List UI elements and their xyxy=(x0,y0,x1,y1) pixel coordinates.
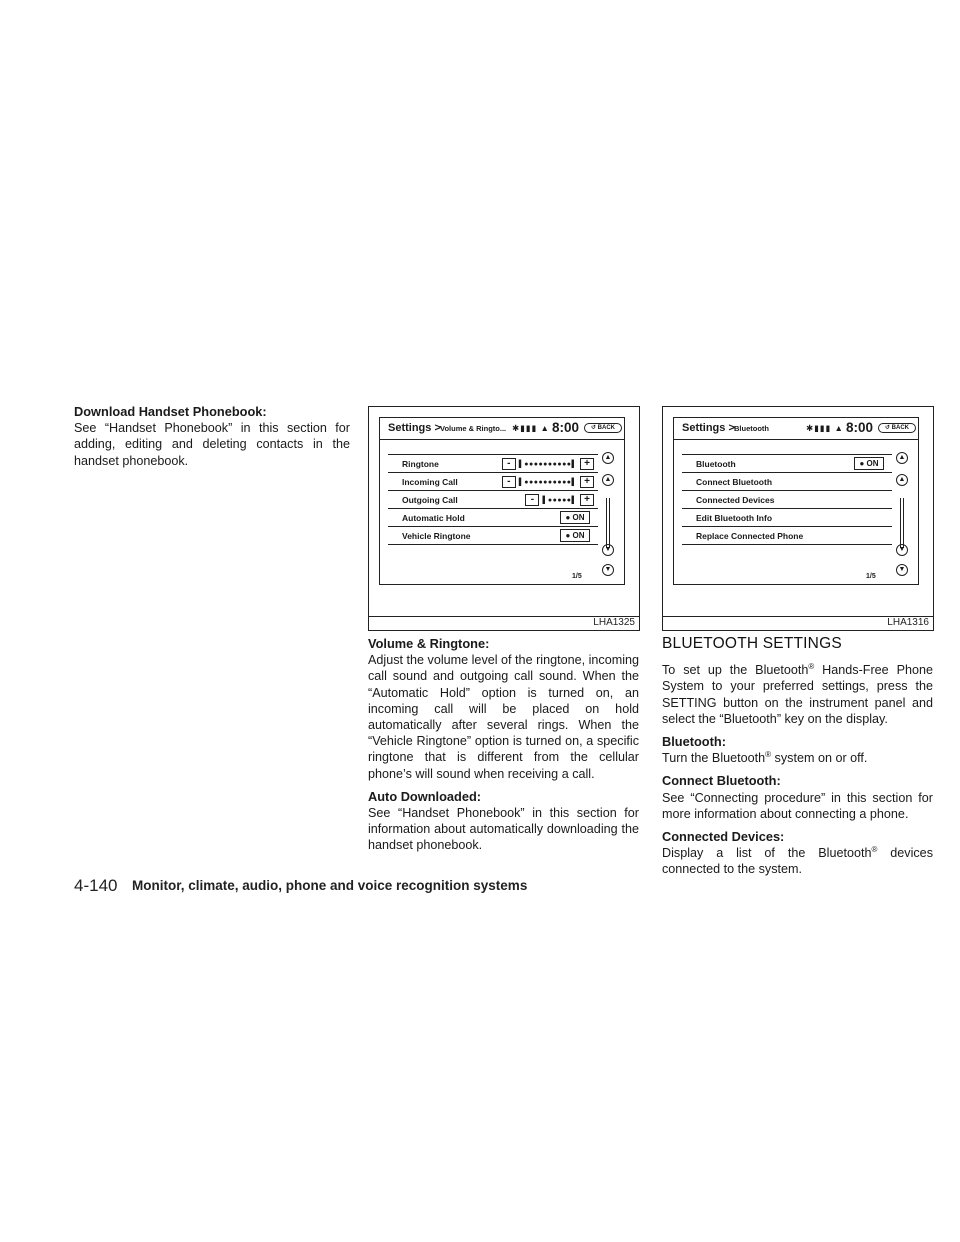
page-indicator: 1/5 xyxy=(866,573,876,580)
bluetooth-intro-text xyxy=(662,662,933,727)
list-item[interactable] xyxy=(682,473,892,491)
text-part: Display a list of the Bluetooth xyxy=(662,846,872,861)
registered-mark: ® xyxy=(765,750,772,760)
list-item[interactable] xyxy=(682,455,892,473)
page-indicator: 1/5 xyxy=(572,573,582,580)
list-item[interactable] xyxy=(682,491,892,509)
volume-control xyxy=(502,458,594,470)
screen-display xyxy=(673,417,919,585)
back-label: BACK xyxy=(891,425,910,431)
text-part: devices connected to the system. xyxy=(662,846,933,877)
download-phonebook-text: See “Handset Phonebook” in this section for adding, editing and deleting contacts in the handset phonebook. xyxy=(74,421,350,468)
on-toggle[interactable]: ● ON xyxy=(560,511,590,524)
status-icons: ✱▮▮▮ ▲ xyxy=(806,423,844,433)
intro-part: Hands-Free Phone System to your preferred settings, press the SETTING button on the instrument panel and select the “Bluetooth” key on the display. xyxy=(662,663,933,726)
settings-list xyxy=(388,454,598,545)
volume-level-bar: ▌●●●●●▌ xyxy=(542,496,577,504)
row-label: Incoming Call xyxy=(402,477,458,487)
connected-devices-text xyxy=(662,845,933,877)
row-label: Replace Connected Phone xyxy=(696,531,804,541)
scroll-down-icon[interactable]: ▼ xyxy=(896,544,908,556)
scroll-down-fast-icon[interactable]: ▼ xyxy=(896,564,908,576)
minus-button[interactable]: - xyxy=(525,494,539,506)
volume-control xyxy=(525,494,594,506)
figure-id: LHA1316 xyxy=(887,617,929,628)
page-number: 4-140 xyxy=(74,876,118,895)
row-label: Connect Bluetooth xyxy=(696,477,773,487)
back-label: BACK xyxy=(597,425,616,431)
row-label: Bluetooth xyxy=(696,459,736,469)
status-icons: ✱▮▮▮ ▲ xyxy=(512,423,550,433)
row-label: Vehicle Ringtone xyxy=(402,531,471,541)
on-label: ON xyxy=(572,531,585,540)
volume-level-bar: ▌●●●●●●●●●●▌ xyxy=(518,478,577,486)
row-label: Ringtone xyxy=(402,459,439,469)
figure-volume-ringtone xyxy=(368,406,640,631)
minus-button[interactable]: - xyxy=(502,458,516,470)
column-right xyxy=(662,636,933,885)
column-middle xyxy=(368,636,639,861)
volume-ringtone-heading: Volume & Ringtone: xyxy=(368,636,490,651)
row-label: Connected Devices xyxy=(696,495,775,505)
download-phonebook-heading: Download Handset Phonebook: xyxy=(74,404,267,419)
screen-clock: 8:00 xyxy=(846,420,874,435)
figure-bluetooth xyxy=(662,406,934,631)
screen-subtitle: Volume & Ringto... xyxy=(440,424,507,433)
list-item[interactable] xyxy=(388,491,598,509)
scroll-up-fast-icon[interactable]: ▲ xyxy=(896,452,908,464)
registered-mark: ® xyxy=(871,845,878,855)
list-item[interactable] xyxy=(388,473,598,491)
scroll-down-fast-icon[interactable]: ▼ xyxy=(602,564,614,576)
back-button[interactable]: ↺ BACK xyxy=(878,423,916,433)
registered-mark: ® xyxy=(808,662,815,672)
figure-id: LHA1325 xyxy=(593,617,635,628)
connect-bluetooth-heading: Connect Bluetooth: xyxy=(662,773,781,789)
screen-titlebar xyxy=(674,418,918,440)
on-toggle[interactable]: ● ON xyxy=(560,529,590,542)
connected-devices-heading: Connected Devices: xyxy=(662,829,785,845)
intro-part: To set up the Bluetooth xyxy=(662,663,809,678)
bluetooth-text xyxy=(662,750,933,766)
list-item[interactable] xyxy=(388,527,598,545)
list-item[interactable] xyxy=(388,509,598,527)
bluetooth-heading: Bluetooth: xyxy=(662,734,726,750)
text-part: Turn the Bluetooth xyxy=(662,751,766,766)
screen-subtitle: Bluetooth xyxy=(734,424,769,433)
on-toggle[interactable]: ● ON xyxy=(854,457,884,470)
scroll-down-icon[interactable]: ▼ xyxy=(602,544,614,556)
row-label: Edit Bluetooth Info xyxy=(696,513,773,523)
on-label: ON xyxy=(866,459,879,468)
back-button[interactable]: ↺ BACK xyxy=(584,423,622,433)
volume-level-bar: ▌●●●●●●●●●●▌ xyxy=(518,460,577,468)
plus-button[interactable]: + xyxy=(580,458,594,470)
scroll-up-icon[interactable]: ▲ xyxy=(602,474,614,486)
auto-downloaded-heading: Auto Downloaded: xyxy=(368,788,482,804)
minus-button[interactable]: - xyxy=(502,476,516,488)
chapter-title: Monitor, climate, audio, phone and voice recognition systems xyxy=(132,878,528,893)
plus-button[interactable]: + xyxy=(580,494,594,506)
list-item[interactable] xyxy=(682,527,892,545)
volume-control xyxy=(502,476,594,488)
volume-ringtone-text: Adjust the volume level of the ringtone, incoming call sound and outgoing call sound. When the “Automatic Hold” option is turned on, an incoming call will be placed on hold automatically after several rings. When the “Vehicle Ringtone” option is turned on, a specific ringtone that is different from the cellular phone’s will sound when receiving a call. xyxy=(368,653,639,781)
row-label: Outgoing Call xyxy=(402,495,458,505)
row-label: Automatic Hold xyxy=(402,513,465,523)
section-title: BLUETOOTH SETTINGS xyxy=(662,635,842,652)
on-label: ON xyxy=(572,513,585,522)
text-part: system on or off. xyxy=(771,751,868,766)
scrollbar[interactable] xyxy=(606,498,610,548)
screen-clock: 8:00 xyxy=(552,420,580,435)
scroll-up-fast-icon[interactable]: ▲ xyxy=(602,452,614,464)
scroll-up-icon[interactable]: ▲ xyxy=(896,474,908,486)
scrollbar[interactable] xyxy=(900,498,904,548)
column-left xyxy=(74,404,350,476)
screen-title: Settings > xyxy=(682,422,735,434)
screen-titlebar xyxy=(380,418,624,440)
screen-title: Settings > xyxy=(388,422,441,434)
auto-downloaded-text: See “Handset Phonebook” in this section for information about automatically downloading the handset phonebook. xyxy=(368,806,639,853)
list-item[interactable] xyxy=(682,509,892,527)
screen-display xyxy=(379,417,625,585)
plus-button[interactable]: + xyxy=(580,476,594,488)
list-item[interactable] xyxy=(388,455,598,473)
settings-list xyxy=(682,454,892,545)
connect-bluetooth-text: See “Connecting procedure” in this section for more information about connecting a phone. xyxy=(662,790,933,821)
